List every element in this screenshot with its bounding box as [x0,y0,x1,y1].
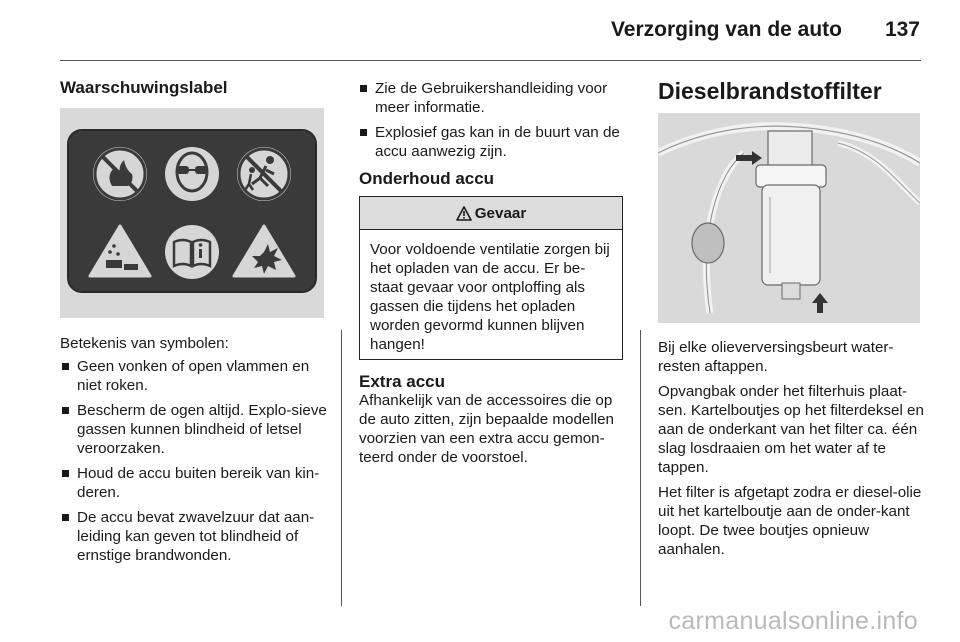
bullet-square-icon [62,407,69,414]
page-number: 137 [884,18,920,41]
warning-label-figure [60,108,324,318]
extra-battery-paragraph: Afhankelijk van de accessoires die op de auto zitten, zijn bepaalde modellen voorzien van een extra accu gemon-teerd onder de voorstoel. [359,392,614,466]
symbols-intro: Betekenis van symbolen: [60,335,229,352]
diesel-filter-text [658,338,926,565]
danger-box-title: Gevaar [474,204,527,222]
paragraph: Opvangbak onder het filterhuis plaat-sen. Kartelboutjes op het filterdeksel en aan de onderkant van het filter ca. één slag losdraaien om het water af te tappen. [658,383,924,476]
section-heading-diesel-filter: Dieselbrandstoffilter [658,78,882,104]
list-item: Bescherm de ogen altijd. Explo-sieve gassen kunnen blindheid of letsel veroorzaken. [62,401,330,458]
watermark: carmanualsonline.info [668,607,918,635]
bullet-square-icon [62,514,69,521]
manual-bullets [360,79,625,167]
warning-label-illustration [60,108,324,318]
bullet-square-icon [360,85,367,92]
read-manual-icon [165,225,219,279]
danger-box-text: Voor voldoende ventilatie zorgen bij het opladen van de accu. Er be-staat gevaar voor ontploffing als gassen die tijdens het opladen worden gevormd kunnen blijven hangen! [370,241,610,353]
column-divider-left [341,330,342,606]
section-heading-extra-battery: Extra accu [359,372,445,391]
symbols-list [62,357,330,571]
warning-triangle-icon [456,206,472,221]
list-item: Explosief gas kan in de buurt van de accu aanwezig zijn. [360,123,625,161]
danger-box [359,196,623,360]
section-heading-warning-label: Waarschuwingslabel [60,78,228,97]
list-item: Geen vonken of open vlammen en niet roken. [62,357,330,395]
keep-away-from-children-icon [237,147,291,201]
bullet-square-icon [62,363,69,370]
bullet-square-icon [360,129,367,136]
header-divider [60,60,921,61]
paragraph: Bij elke olieverversingsbeurt water-resten aftappen. [658,339,894,375]
no-fire-icon [93,147,147,201]
drain-arrow-icon [812,293,828,313]
section-heading-battery-maintenance: Onderhoud accu [359,169,495,188]
diesel-filter-illustration [658,113,920,323]
running-title: Verzorging van de auto [610,18,842,41]
list-item: Zie de Gebruikershandleiding voor meer informatie. [360,79,625,117]
paragraph: Het filter is afgetapt zodra er diesel-olie uit het kartelboutje aan de onder-kant loopt. De twee boutjes opnieuw aanhalen. [658,484,922,558]
list-item: Houd de accu buiten bereik van kin-deren. [62,464,330,502]
diesel-filter-figure [658,113,920,323]
list-item: De accu bevat zwavelzuur dat aan-leiding kan geven tot blindheid of ernstige brandwonden. [62,508,330,565]
danger-box-header [360,197,622,230]
bullet-square-icon [62,470,69,477]
column-divider-right [640,330,641,606]
eye-protection-icon [165,147,219,201]
